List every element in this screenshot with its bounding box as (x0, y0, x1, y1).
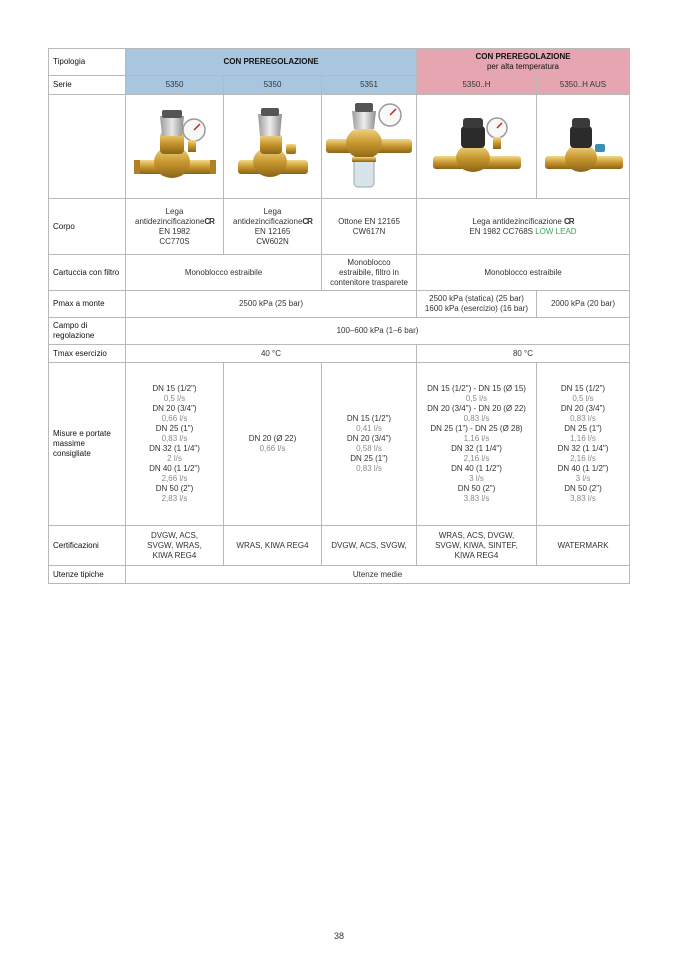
corpo-4-line-2: EN 1982 CC768S LOW LEAD (469, 226, 577, 236)
cartuccia-3-line-3: contenitore trasparete (330, 277, 408, 287)
size-line: DN 20 (3/4") (152, 404, 197, 413)
row-label-images (49, 95, 126, 199)
flow-line: 0,41 l/s (356, 424, 382, 433)
corpo-1-line-3: EN 1982 (158, 226, 191, 236)
serie-5: 5350..H AUS (537, 76, 630, 95)
campo-value: 100–600 kPa (1–6 bar) (126, 318, 630, 345)
flow-line: 2,16 l/s (570, 454, 596, 463)
size-line: DN 25 (1") (155, 424, 194, 433)
cert-1-line: KIWA REG4 (152, 550, 197, 560)
product-comparison-table (48, 48, 630, 584)
serie-3: 5351 (322, 76, 417, 95)
corpo-1 (126, 199, 224, 255)
tmax-1-3: 40 °C (126, 345, 417, 363)
flow-line: 0,5 l/s (572, 394, 594, 403)
size-line: DN 25 (1") (350, 454, 388, 463)
size-line: DN 50 (2") (564, 484, 602, 493)
row-corpo (49, 199, 630, 255)
cert-4 (417, 526, 537, 566)
flow-line: 3 l/s (469, 474, 484, 483)
corpo-3-line-2: CW617N (352, 226, 386, 236)
row-cartuccia (49, 255, 630, 291)
corpo-1-line-4: CC770S (159, 236, 190, 246)
flow-line: 2,66 l/s (161, 474, 188, 483)
size-line: DN 25 (1") - DN 25 (Ø 28) (430, 424, 523, 433)
cert-4-line: KIWA REG4 (454, 550, 499, 560)
cartuccia-4-5: Monoblocco estraibile (417, 255, 630, 291)
flow-line: 0,66 l/s (161, 414, 188, 423)
utenze-value: Utenze medie (126, 566, 630, 584)
pressure-reducer-with-gauge-icon (130, 102, 220, 192)
low-lead-label: LOW LEAD (535, 226, 577, 236)
size-line: DN 32 (1 1/4") (557, 444, 609, 453)
cert-1 (126, 526, 224, 566)
product-image-1 (126, 95, 224, 199)
size-line: DN 15 (1/2") (152, 384, 197, 393)
serie-4: 5350..H (417, 76, 537, 95)
product-image-3 (322, 95, 417, 199)
misure-3 (322, 363, 417, 526)
pressure-reducer-with-filter-bowl-icon (324, 97, 414, 197)
flow-line: 0,83 l/s (570, 414, 596, 423)
cartuccia-3-line-2: estraibile, filtro in (338, 267, 400, 277)
size-line: DN 40 (1 1/2") (451, 464, 502, 473)
size-line: DN 40 (1 1/2") (149, 464, 200, 473)
row-tmax (49, 345, 630, 363)
cr-logo: CR (204, 216, 214, 226)
product-image-4 (417, 95, 537, 199)
flow-line: 0,5 l/s (465, 394, 488, 403)
misure-5 (537, 363, 630, 526)
pmax-4-line-1: 2500 kPa (statica) (25 bar) (429, 294, 524, 303)
cert-1-line: SVGW, WRAS, (147, 540, 202, 550)
row-campo (49, 318, 630, 345)
flow-line: 0,83 l/s (356, 464, 382, 473)
product-image-2 (224, 95, 322, 199)
flow-line: 2,16 l/s (463, 454, 490, 463)
row-serie (49, 76, 630, 95)
row-pmax (49, 291, 630, 318)
pmax-1-3: 2500 kPa (25 bar) (126, 291, 417, 318)
row-tipologia (49, 49, 630, 76)
cartuccia-3 (322, 255, 417, 291)
size-line: DN 25 (1") (564, 424, 602, 433)
misure-1 (126, 363, 224, 526)
product-image-5 (537, 95, 630, 199)
cert-4-line: WRAS, ACS, DVGW, (438, 530, 515, 540)
cert-5: WATERMARK (537, 526, 630, 566)
size-line: DN 20 (Ø 22) (248, 434, 297, 443)
pmax-4 (417, 291, 537, 318)
row-misure (49, 363, 630, 526)
row-images (49, 95, 630, 199)
size-line: DN 32 (1 1/4") (451, 444, 502, 453)
pressure-reducer-compact-icon (228, 102, 318, 192)
row-label-campo: Campo di regolazione (49, 318, 126, 345)
flow-line: 0,83 l/s (161, 434, 188, 443)
group-header-high-temp (417, 49, 630, 76)
flow-line: 0,66 l/s (259, 444, 286, 453)
flow-line: 3,83 l/s (463, 494, 490, 503)
corpo-3 (322, 199, 417, 255)
corpo-2 (224, 199, 322, 255)
corpo-2-line-3: EN 12165 (254, 226, 291, 236)
size-line: DN 50 (2") (457, 484, 496, 493)
corpo-3-line-1: Ottone EN 12165 (338, 216, 400, 226)
row-label-tmax: Tmax esercizio (49, 345, 126, 363)
row-label-utenze: Utenze tipiche (49, 566, 126, 584)
page-number: 38 (333, 931, 344, 941)
size-line: DN 40 (1 1/2") (557, 464, 609, 473)
cert-4-line: SVGW, KIWA, SINTEF, (435, 540, 518, 550)
row-label-tipologia: Tipologia (49, 49, 126, 76)
misure-2 (224, 363, 322, 526)
flow-line: 2,83 l/s (161, 494, 188, 503)
group-header-standard: CON PREREGOLAZIONE (126, 49, 417, 76)
row-label-corpo: Corpo (49, 199, 126, 255)
cert-1-line: DVGW, ACS, (150, 530, 199, 540)
misure-4 (417, 363, 537, 526)
cr-logo: CR (302, 216, 312, 226)
pressure-reducer-high-temp-aus-icon (539, 102, 629, 192)
pmax-5: 2000 kPa (20 bar) (537, 291, 630, 318)
flow-line: 3 l/s (575, 474, 591, 483)
flow-line: 1,16 l/s (570, 434, 596, 443)
flow-line: 1,16 l/s (463, 434, 490, 443)
cartuccia-3-line-1: Monoblocco (347, 257, 391, 267)
size-line: DN 20 (3/4") (346, 434, 392, 443)
flow-line: 0,5 l/s (163, 394, 186, 403)
corpo-1-line-1: Lega (165, 206, 184, 216)
corpo-4 (417, 199, 630, 255)
cartuccia-1-2: Monoblocco estraibile (126, 255, 322, 291)
row-label-cert: Certificazioni (49, 526, 126, 566)
pmax-4-line-2: 1600 kPa (esercizio) (16 bar) (424, 304, 529, 313)
corpo-2-line-2: antidezincificazioneCR (233, 216, 312, 226)
size-line: DN 15 (1/2") - DN 15 (Ø 15) (427, 384, 526, 393)
flow-line: 0,83 l/s (463, 414, 490, 423)
group-header-high-temp-subtitle: per alta temperatura (486, 62, 560, 71)
corpo-1-line-2: antidezincificazioneCR (135, 216, 214, 226)
size-line: DN 50 (2") (155, 484, 194, 493)
serie-2: 5350 (224, 76, 322, 95)
cert-2: WRAS, KIWA REG4 (224, 526, 322, 566)
cert-3: DVGW, ACS, SVGW, (322, 526, 417, 566)
row-label-misure: Misure e portate massime consigliate (49, 363, 126, 526)
size-line: DN 20 (3/4") (560, 404, 606, 413)
row-utenze (49, 566, 630, 584)
cr-logo: CR (564, 216, 574, 226)
flow-line: 0,58 l/s (356, 444, 382, 453)
serie-1: 5350 (126, 76, 224, 95)
row-label-pmax: Pmax a monte (49, 291, 126, 318)
corpo-2-line-1: Lega (263, 206, 282, 216)
corpo-2-line-4: CW602N (256, 236, 289, 246)
size-line: DN 15 (1/2") (560, 384, 606, 393)
size-line: DN 15 (1/2") (346, 414, 392, 423)
row-label-cartuccia: Cartuccia con filtro (49, 255, 126, 291)
pressure-reducer-high-temp-icon (427, 102, 527, 192)
size-line: DN 32 (1 1/4") (149, 444, 200, 453)
corpo-4-line-1: Lega antidezincificazione CR (472, 216, 574, 226)
row-cert (49, 526, 630, 566)
row-label-serie: Serie (49, 76, 126, 95)
flow-line: 2 l/s (167, 454, 182, 463)
size-line: DN 20 (3/4") - DN 20 (Ø 22) (427, 404, 526, 413)
flow-line: 3,83 l/s (570, 494, 596, 503)
group-header-high-temp-title: CON PREREGOLAZIONE (475, 52, 571, 61)
tmax-4-5: 80 °C (417, 345, 630, 363)
